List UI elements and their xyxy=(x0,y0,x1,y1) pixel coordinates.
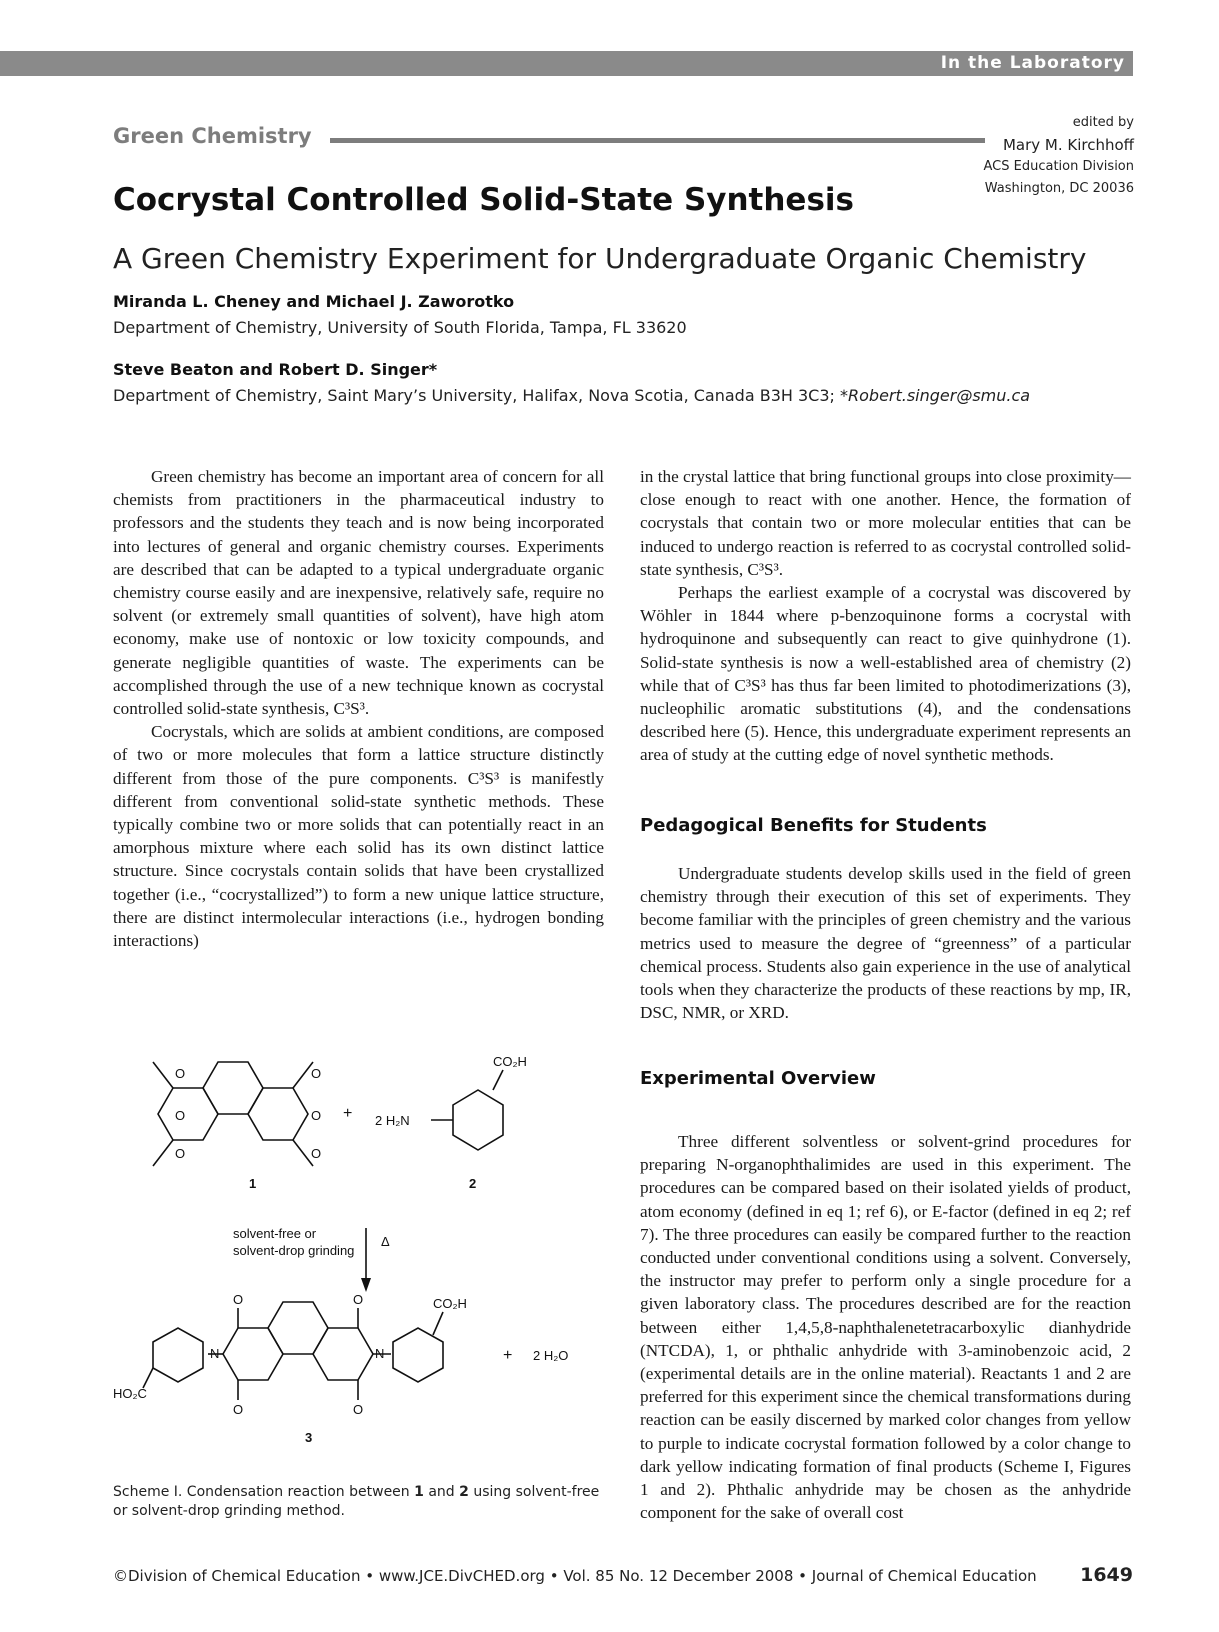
heat-symbol: Δ xyxy=(381,1234,390,1249)
left-column xyxy=(113,465,604,952)
editor-block xyxy=(984,112,1134,200)
caption-text: Scheme I. Condensation reaction between xyxy=(113,1484,415,1500)
article-title: Cocrystal Controlled Solid-State Synthesis xyxy=(113,182,854,218)
caption-bold: 2 xyxy=(459,1484,469,1500)
plus-sign: + xyxy=(343,1105,353,1122)
page-number: 1649 xyxy=(1080,1564,1133,1586)
carboxyl-label: CO₂H xyxy=(433,1296,467,1311)
oxygen-label: O xyxy=(175,1066,186,1081)
affiliation-line xyxy=(113,386,1030,405)
oxygen-label: O xyxy=(233,1292,244,1307)
compound-label: 3 xyxy=(305,1430,313,1445)
article-subtitle: A Green Chemistry Experiment for Undergraduate Organic Chemistry xyxy=(113,242,1087,275)
oxygen-label: O xyxy=(353,1292,364,1307)
oxygen-label: O xyxy=(175,1108,186,1123)
right-column-block xyxy=(640,862,1131,1024)
section-bar xyxy=(0,51,1133,76)
oxygen-label: O xyxy=(311,1066,322,1081)
condition-text: solvent-drop grinding xyxy=(233,1243,355,1258)
editor-line: Washington, DC 20036 xyxy=(984,181,1134,196)
editor-name: Mary M. Kirchhoff xyxy=(1002,136,1134,154)
product-structure xyxy=(143,1302,443,1400)
author-line: Miranda L. Cheney and Michael J. Zaworotko xyxy=(113,292,515,311)
amine-label: 2 H₂N xyxy=(375,1113,410,1128)
paragraph: Undergraduate students develop skills used in the field of green chemistry through their execution of this set of experiments. They become familiar with the principles of green chemistry and the various metrics used to measure the degree of “greenness” of a particular chemical process. Students also gain experience in the use of analytical tools when they characterize the products of these reactions by mp, IR, DSC, NMR, or XRD. xyxy=(640,864,1131,1023)
caption-text: and xyxy=(423,1484,460,1500)
carboxyl-label: HO₂C xyxy=(113,1386,147,1401)
oxygen-label: O xyxy=(353,1402,364,1417)
caption-text: using solvent-free or solvent-drop grinding method. xyxy=(113,1484,600,1519)
footer-text: ©Division of Chemical Education • www.JCE.DivCHED.org • Vol. 85 No. 12 December 2008 • Journal of Chemical Education xyxy=(113,1567,1037,1585)
compound-label: 1 xyxy=(249,1176,257,1191)
reaction-scheme xyxy=(113,1050,613,1470)
scheme-caption xyxy=(113,1483,613,1521)
condition-text: solvent-free or xyxy=(233,1226,317,1241)
paragraph: Green chemistry has become an important area of concern for all chemists from practitioners in the pharmaceutical industry to professors and the students they teach and is now being incorporated into lectures of general and organic chemistry courses. Experiments are described that can be adapted to a typical undergraduate organic chemistry course easily and are inexpensive, relatively safe, require no solvent (or extremely small quantities of solvent), have high atom economy, make use of nontoxic or low toxicity compounds, and generate negligible quantities of waste. The experiments can be accomplished through the use of a new technique known as cocrystal controlled solid-state synthesis, C³S³. xyxy=(113,467,604,719)
oxygen-label: O xyxy=(311,1108,322,1123)
paragraph: Cocrystals, which are solids at ambient conditions, are composed of two or more molecules that form a lattice structure distinctly different from those of the pure components. C³S³ is manifestly different from conventional solid-state synthetic methods. These typically combine two or more solids that can potentially react in an amorphous mixture where each solid has its own distinct lattice structure. Since cocrystals contain solids that have been crystallized together (i.e., “cocrystallized”) to form a new unique lattice structure, there are distinct intermolecular interactions (i.e., hydrogen bonding interactions) xyxy=(113,722,604,951)
page-footer xyxy=(113,1564,1133,1586)
carboxyl-label: CO₂H xyxy=(493,1054,527,1069)
water-label: 2 H₂O xyxy=(533,1348,569,1363)
author-line: Steve Beaton and Robert D. Singer* xyxy=(113,360,438,379)
plus-sign: + xyxy=(503,1347,513,1364)
editor-line: edited by xyxy=(1072,115,1134,130)
column-title: Green Chemistry xyxy=(113,124,312,148)
reaction-arrow xyxy=(361,1228,371,1292)
nitrogen-label: N xyxy=(375,1346,385,1361)
oxygen-label: O xyxy=(233,1402,244,1417)
oxygen-label: O xyxy=(175,1146,186,1161)
section-heading: Pedagogical Benefits for Students xyxy=(640,815,987,836)
paragraph: Perhaps the earliest example of a cocrystal was discovered by Wöhler in 1844 where p-benzoquinone forms a cocrystal with hydroquinone and subsequently can react to give quinhydrone (1). Solid-state synthesis is now a well-established area of chemistry (2) while that of C³S³ has thus far been limited to photodimerizations (3), nucleophilic aromatic substitutions (4), and the condensations described here (5). Hence, this undergraduate experiment represents an area of study at the cutting edge of novel synthetic methods. xyxy=(640,583,1131,765)
oxygen-label: O xyxy=(311,1146,322,1161)
affiliation-text: Department of Chemistry, Saint Mary’s University, Halifax, Nova Scotia, Canada B3H 3C3; * xyxy=(113,386,848,405)
right-column-block xyxy=(640,1130,1131,1524)
caption-bold: 1 xyxy=(414,1484,424,1500)
editor-line: ACS Education Division xyxy=(983,159,1134,174)
email-link[interactable]: Robert.singer@smu.ca xyxy=(848,386,1031,405)
column-title-rule xyxy=(330,138,985,143)
right-column xyxy=(640,465,1131,767)
section-bar-label: In the Laboratory xyxy=(940,53,1125,73)
compound-label: 2 xyxy=(469,1176,477,1191)
aminobenzoic-acid-structure xyxy=(431,1070,503,1150)
affiliation-line: Department of Chemistry, University of South Florida, Tampa, FL 33620 xyxy=(113,318,687,337)
section-heading: Experimental Overview xyxy=(640,1068,876,1089)
nitrogen-label: N xyxy=(210,1346,220,1361)
paragraph: in the crystal lattice that bring functional groups into close proximity—close enough to react with one another. Hence, the formation of cocrystals that contain two or more molecular entities that can be induced to undergo reaction is referred to as cocrystal controlled solid-state synthesis, C³S³. xyxy=(640,467,1131,579)
paragraph: Three different solventless or solvent-grind procedures for preparing N-organophthalimides are used in this experiment. The procedures can be compared based on their isolated yields of product, atom economy (defined in eq 1; ref 6), or E-factor (defined in eq 2; ref 7). The three procedures can easily be compared further to the reaction conducted under conventional conditions using a solvent. Conversely, the instructor may prefer to perform only a single procedure for a given laboratory class. The procedures described are for the reaction between either 1,4,5,8-naphthalenetetracarboxylic dianhydride (NTCDA), 1, or phthalic anhydride with 3-aminobenzoic acid, 2 (experimental details are in the online material). Reactants 1 and 2 are preferred for this experiment since the chemical transformations during reaction can be easily discerned by marked color changes from yellow to purple to indicate cocrystal formation followed by a color change to dark yellow indicating formation of final products (Scheme I, Figures 1 and 2). Phthalic anhydride may be chosen as the anhydride component for the sake of overall cost xyxy=(640,1132,1131,1523)
